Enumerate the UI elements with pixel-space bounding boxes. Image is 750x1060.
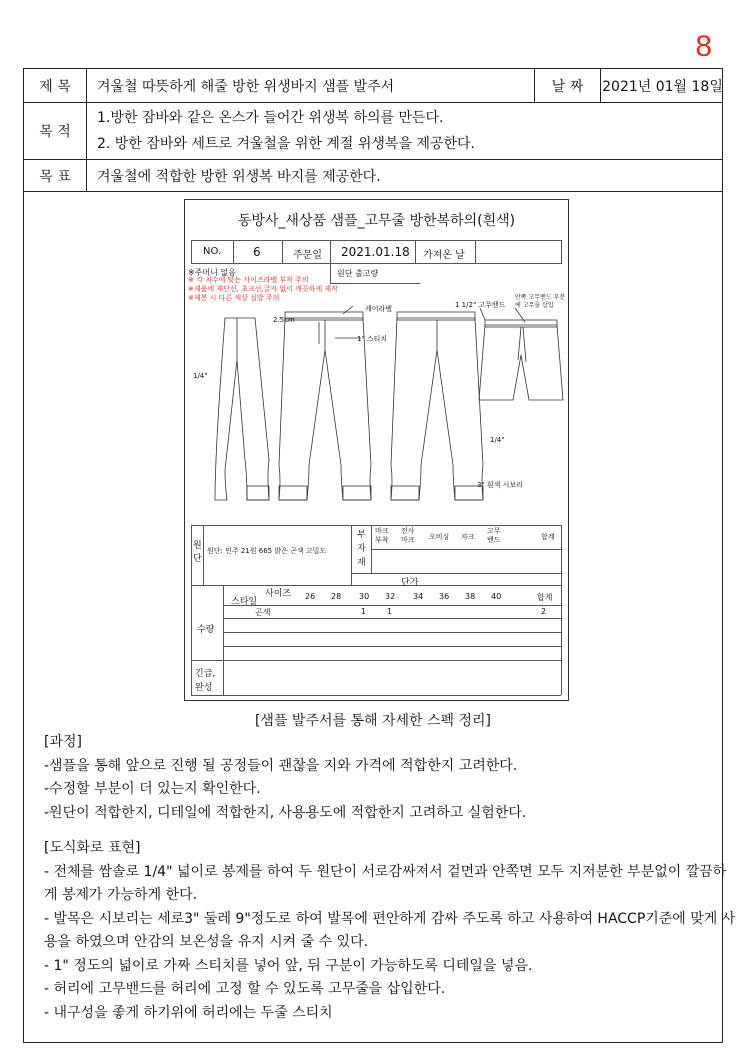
pickup-label: 가져온 날	[423, 250, 465, 261]
size-34: 34	[413, 592, 424, 601]
title-row	[24, 69, 722, 103]
process-heading: [과정]	[44, 734, 82, 750]
diagram-line-1: - 전체를 쌈솔로 1/4" 넓이로 봉제를 하여 두 원단이 서로감싸져서 겉면과 안쪽면 모두 지저분한 부분없이 깔끔하	[44, 863, 727, 880]
accessory-label: 부자재	[357, 530, 366, 568]
note-2: ※제품에 재단선, 초크선,글자 없이 깨끗하게 제작	[188, 285, 338, 293]
document-frame	[23, 68, 736, 1043]
band-note: 1 1/2" 고무밴드	[455, 301, 506, 309]
acc-col-1: 마크 부착	[375, 527, 389, 544]
process-section	[44, 731, 736, 1025]
size-26: 26	[305, 592, 316, 601]
fabric-label: 원단	[193, 541, 202, 564]
purpose-row	[24, 103, 722, 160]
qty-total: 2	[541, 607, 547, 616]
purpose-label: 목 적	[39, 124, 71, 140]
size-38: 38	[465, 592, 476, 601]
size-40: 40	[491, 592, 502, 601]
note-1: ※ 각 치수에 맞는 사이즈라벨 부착 주의	[188, 276, 309, 284]
fabric-value: 원단: 민주 21원 665 밝은 곤색 고밀도	[207, 547, 327, 555]
acc-col-5: 고무 밴드	[487, 527, 501, 544]
purpose-line-2: 2. 방한 잠바와 세트로 겨울철을 위한 계절 위생복을 제공한다.	[97, 136, 475, 152]
order-date-value: 2021.01.18	[341, 245, 410, 259]
no-value: 6	[253, 245, 261, 259]
size-total: 합계	[537, 593, 553, 602]
size-label: 사이즈	[265, 589, 292, 599]
fabric-out-label: 원단 출고량	[337, 269, 379, 278]
urgent-label: 긴급, 완성	[195, 669, 216, 693]
size-30: 30	[359, 592, 370, 601]
acc-col-2: 전사 마크	[401, 527, 415, 544]
no-label: NO.	[203, 246, 222, 257]
diagram-line-2: 게 봉제가 가능하게 한다.	[44, 887, 198, 903]
note-3: ※제봉 시 다른 색상 실밥 주의	[188, 294, 280, 302]
page-number: 8	[695, 30, 712, 63]
diagram-line-6: - 허리에 고무밴드를 허리에 고정 할 수 있도록 고무줄을 삽입한다.	[44, 981, 446, 997]
title-label: 제 목	[39, 78, 71, 95]
sheet-title: 동방사_새상품 샘플_고무줄 방한복하의(흰색)	[237, 213, 516, 229]
acc-col-3: 오비싱	[429, 533, 450, 541]
sample-order-sheet	[184, 199, 569, 701]
acc-col-4: 자크	[461, 533, 475, 541]
size-36: 36	[439, 592, 450, 601]
goal-label: 목 표	[39, 168, 71, 185]
qty-style: 곤색	[255, 608, 271, 617]
quarter-left-note: 1/4"	[193, 372, 208, 380]
diagram-line-7: - 내구성을 좋게 하기위에 허리에는 두줄 스티치	[44, 1004, 333, 1021]
purpose-line-1: 1.방한 잠바와 같은 온스가 들어간 위생복 하의를 만든다.	[97, 110, 444, 126]
diagram-line-4: 용을 하였으며 안감의 보온성을 유지 시켜 줄 수 있다.	[44, 934, 369, 950]
qty-32: 1	[387, 607, 393, 616]
size-32: 32	[385, 592, 396, 601]
style-label: 스타일	[231, 597, 258, 607]
order-date-label: 주문일	[293, 250, 322, 261]
unit-price-label: 단가	[401, 578, 419, 588]
rib-note: 3" 흰색 시보리	[477, 481, 523, 489]
diagram-line-3: - 발목은 시보리는 세로3" 둘레 9"정도로 하여 발목에 편안하게 감싸 주도록 하고 사용하여 HACCP기준에 맞게 사	[44, 910, 736, 927]
care-label-note: 케어라벨	[365, 305, 393, 313]
inner-band-note: 안쪽 고무밴드 부분에 고무줄 삽입	[515, 294, 566, 309]
diagram-line-5: - 1" 정도의 넓이로 가짜 스티치를 넣어 앞, 뒤 구분이 가능하도록 디테일을 넣음.	[44, 957, 533, 974]
sheet-caption: [샘플 발주서를 통해 자세한 스펙 정리]	[254, 713, 492, 729]
qty-label: 수량	[197, 625, 215, 635]
size-28: 28	[331, 592, 342, 601]
process-line-2: -수정할 부분이 더 있는지 확인한다.	[44, 781, 261, 797]
goal-value: 겨울철에 적합한 방한 위생복 바지를 제공한다.	[86, 160, 724, 191]
date-label: 날 짜	[534, 69, 600, 102]
pocket-note: ※주머니 없음	[188, 268, 236, 277]
diagram-heading: [도식화로 표현]	[44, 840, 141, 856]
date-value: 2021년 01월 18일	[600, 69, 724, 102]
cm-note: 2.5cm	[273, 316, 295, 324]
process-line-3: -원단이 적합한지, 디테일에 적합한지, 사용용도에 적합한지 고려하고 실험한다.	[44, 804, 527, 821]
goal-row	[24, 160, 722, 192]
acc-col-6: 합계	[541, 533, 555, 541]
quarter-right-note: 1/4"	[490, 436, 505, 444]
process-line-1: -샘플을 통해 앞으로 진행 될 공정들이 괜찮을 지와 가격에 적합한지 고려한다.	[44, 757, 518, 774]
qty-30: 1	[361, 607, 367, 616]
stitch-note: 1" 스티치	[357, 335, 388, 343]
title-value: 겨울철 따뜻하게 해줄 방한 위생바지 샘플 발주서	[86, 69, 534, 102]
purpose-lines	[86, 103, 724, 159]
